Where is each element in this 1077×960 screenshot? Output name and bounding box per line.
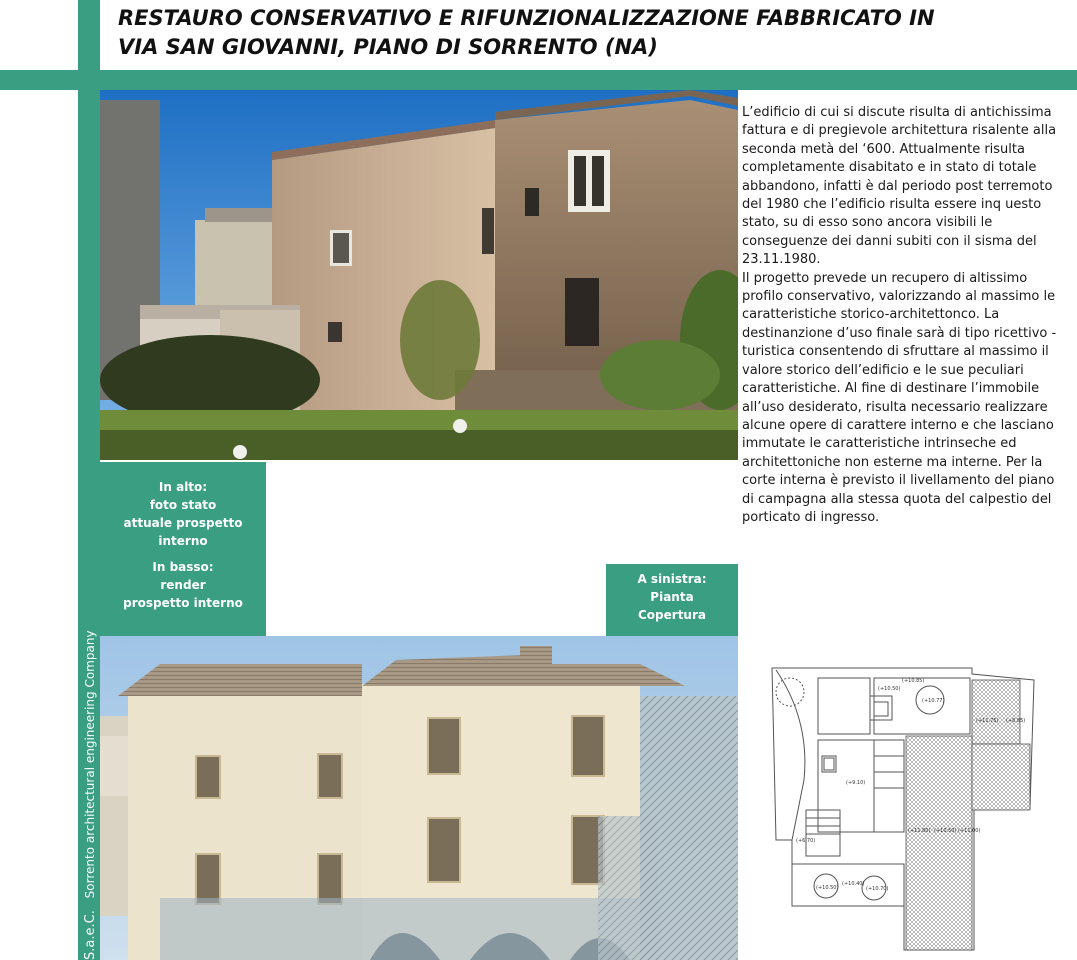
caption-bottom-line-2: render	[160, 578, 206, 592]
render-internal-facade	[100, 636, 738, 960]
caption-plan	[606, 564, 738, 636]
plan-label-d: (+11.75)	[976, 718, 999, 724]
plan-label-c: (+10.77)	[922, 698, 945, 704]
caption-bottom-line-1: In basso:	[152, 560, 214, 574]
plan-label-k: (+10.40)	[842, 881, 865, 887]
caption-top-line-3: attuale prospetto	[123, 516, 243, 530]
caption-bottom-line-3: prospetto interno	[123, 596, 243, 610]
caption-top-line-1: In alto:	[158, 480, 208, 494]
project-description	[742, 104, 1067, 527]
caption-spacer	[100, 550, 266, 558]
title-line-2: VIA SAN GIOVANNI, PIANO DI SORRENTO (NA)	[118, 35, 658, 59]
caption-photos	[100, 462, 266, 636]
plan-label-f: (+9.10)	[846, 780, 866, 786]
plan-label-g: (+11.80)	[908, 828, 931, 834]
plan-label-m: (+10.70)	[866, 886, 889, 892]
caption-top-line-2: foto stato	[149, 498, 217, 512]
plan-label-l: (+10.50)	[816, 885, 839, 891]
caption-plan-line-2: Pianta	[650, 590, 694, 604]
roof-plan-drawing	[762, 660, 1052, 956]
plan-label-b: (+10.50)	[878, 686, 901, 692]
photo-current-state	[100, 90, 738, 460]
page-title	[118, 4, 1058, 62]
sidebar-company-label	[80, 540, 100, 960]
plan-label-j: (+6.70)	[796, 838, 816, 844]
plan-label-e: (+8.85)	[1006, 718, 1026, 724]
company-name: Sorrento architectural engineering Company	[83, 630, 97, 899]
description-paragraph-1: L’edificio di cui si discute risulta di antichissima fattura e di pregievole architettura risalente alla seconda metà del ‘600. Attualmente risulta completamente disabitato e in stato di totale abbandono, infatti è dal periodo post terremoto del 1980 che l’edificio risulta essere inq uesto stato, su di esso sono ancora visibili le conseguenze dei danni subiti con il sisma del 23.11.1980.	[742, 105, 1057, 268]
caption-plan-line-1: A sinistra:	[637, 572, 707, 586]
plan-label-a: (+10.85)	[902, 678, 925, 684]
plan-label-i: (+11.00)	[958, 828, 981, 834]
description-paragraph-2: Il progetto prevede un recupero di altissimo profilo conservativo, valorizzando al massimo le caratteristiche storico-architettonco. La destinanzione d’uso finale sarà di tipo ricettivo - turistica consentendo di sfruttare al massimo il valore storico dell’edificio e le sue peculiari caratteristiche. Al fine di destinare l’immobile all’uso desiderato, risulta necessario realizzare alcune opere di carattere interno e che lasciano immutate le caratteristiche intrinseche ed architettoniche non esterne ma interne. Per la corte interna è previsto il livellamento del piano di campagna alla stessa quota del calpestio del porticato di ingresso.	[742, 270, 1057, 525]
caption-plan-line-3: Copertura	[638, 608, 706, 622]
company-logo-text: S.a.e.C.	[83, 910, 98, 960]
caption-top-line-4: interno	[158, 534, 208, 548]
plan-label-h: (+10.50)	[934, 828, 957, 834]
title-line-1: RESTAURO CONSERVATIVO E RIFUNZIONALIZZAZIONE FABBRICATO IN	[118, 6, 935, 30]
horizontal-accent-band	[0, 70, 1077, 90]
